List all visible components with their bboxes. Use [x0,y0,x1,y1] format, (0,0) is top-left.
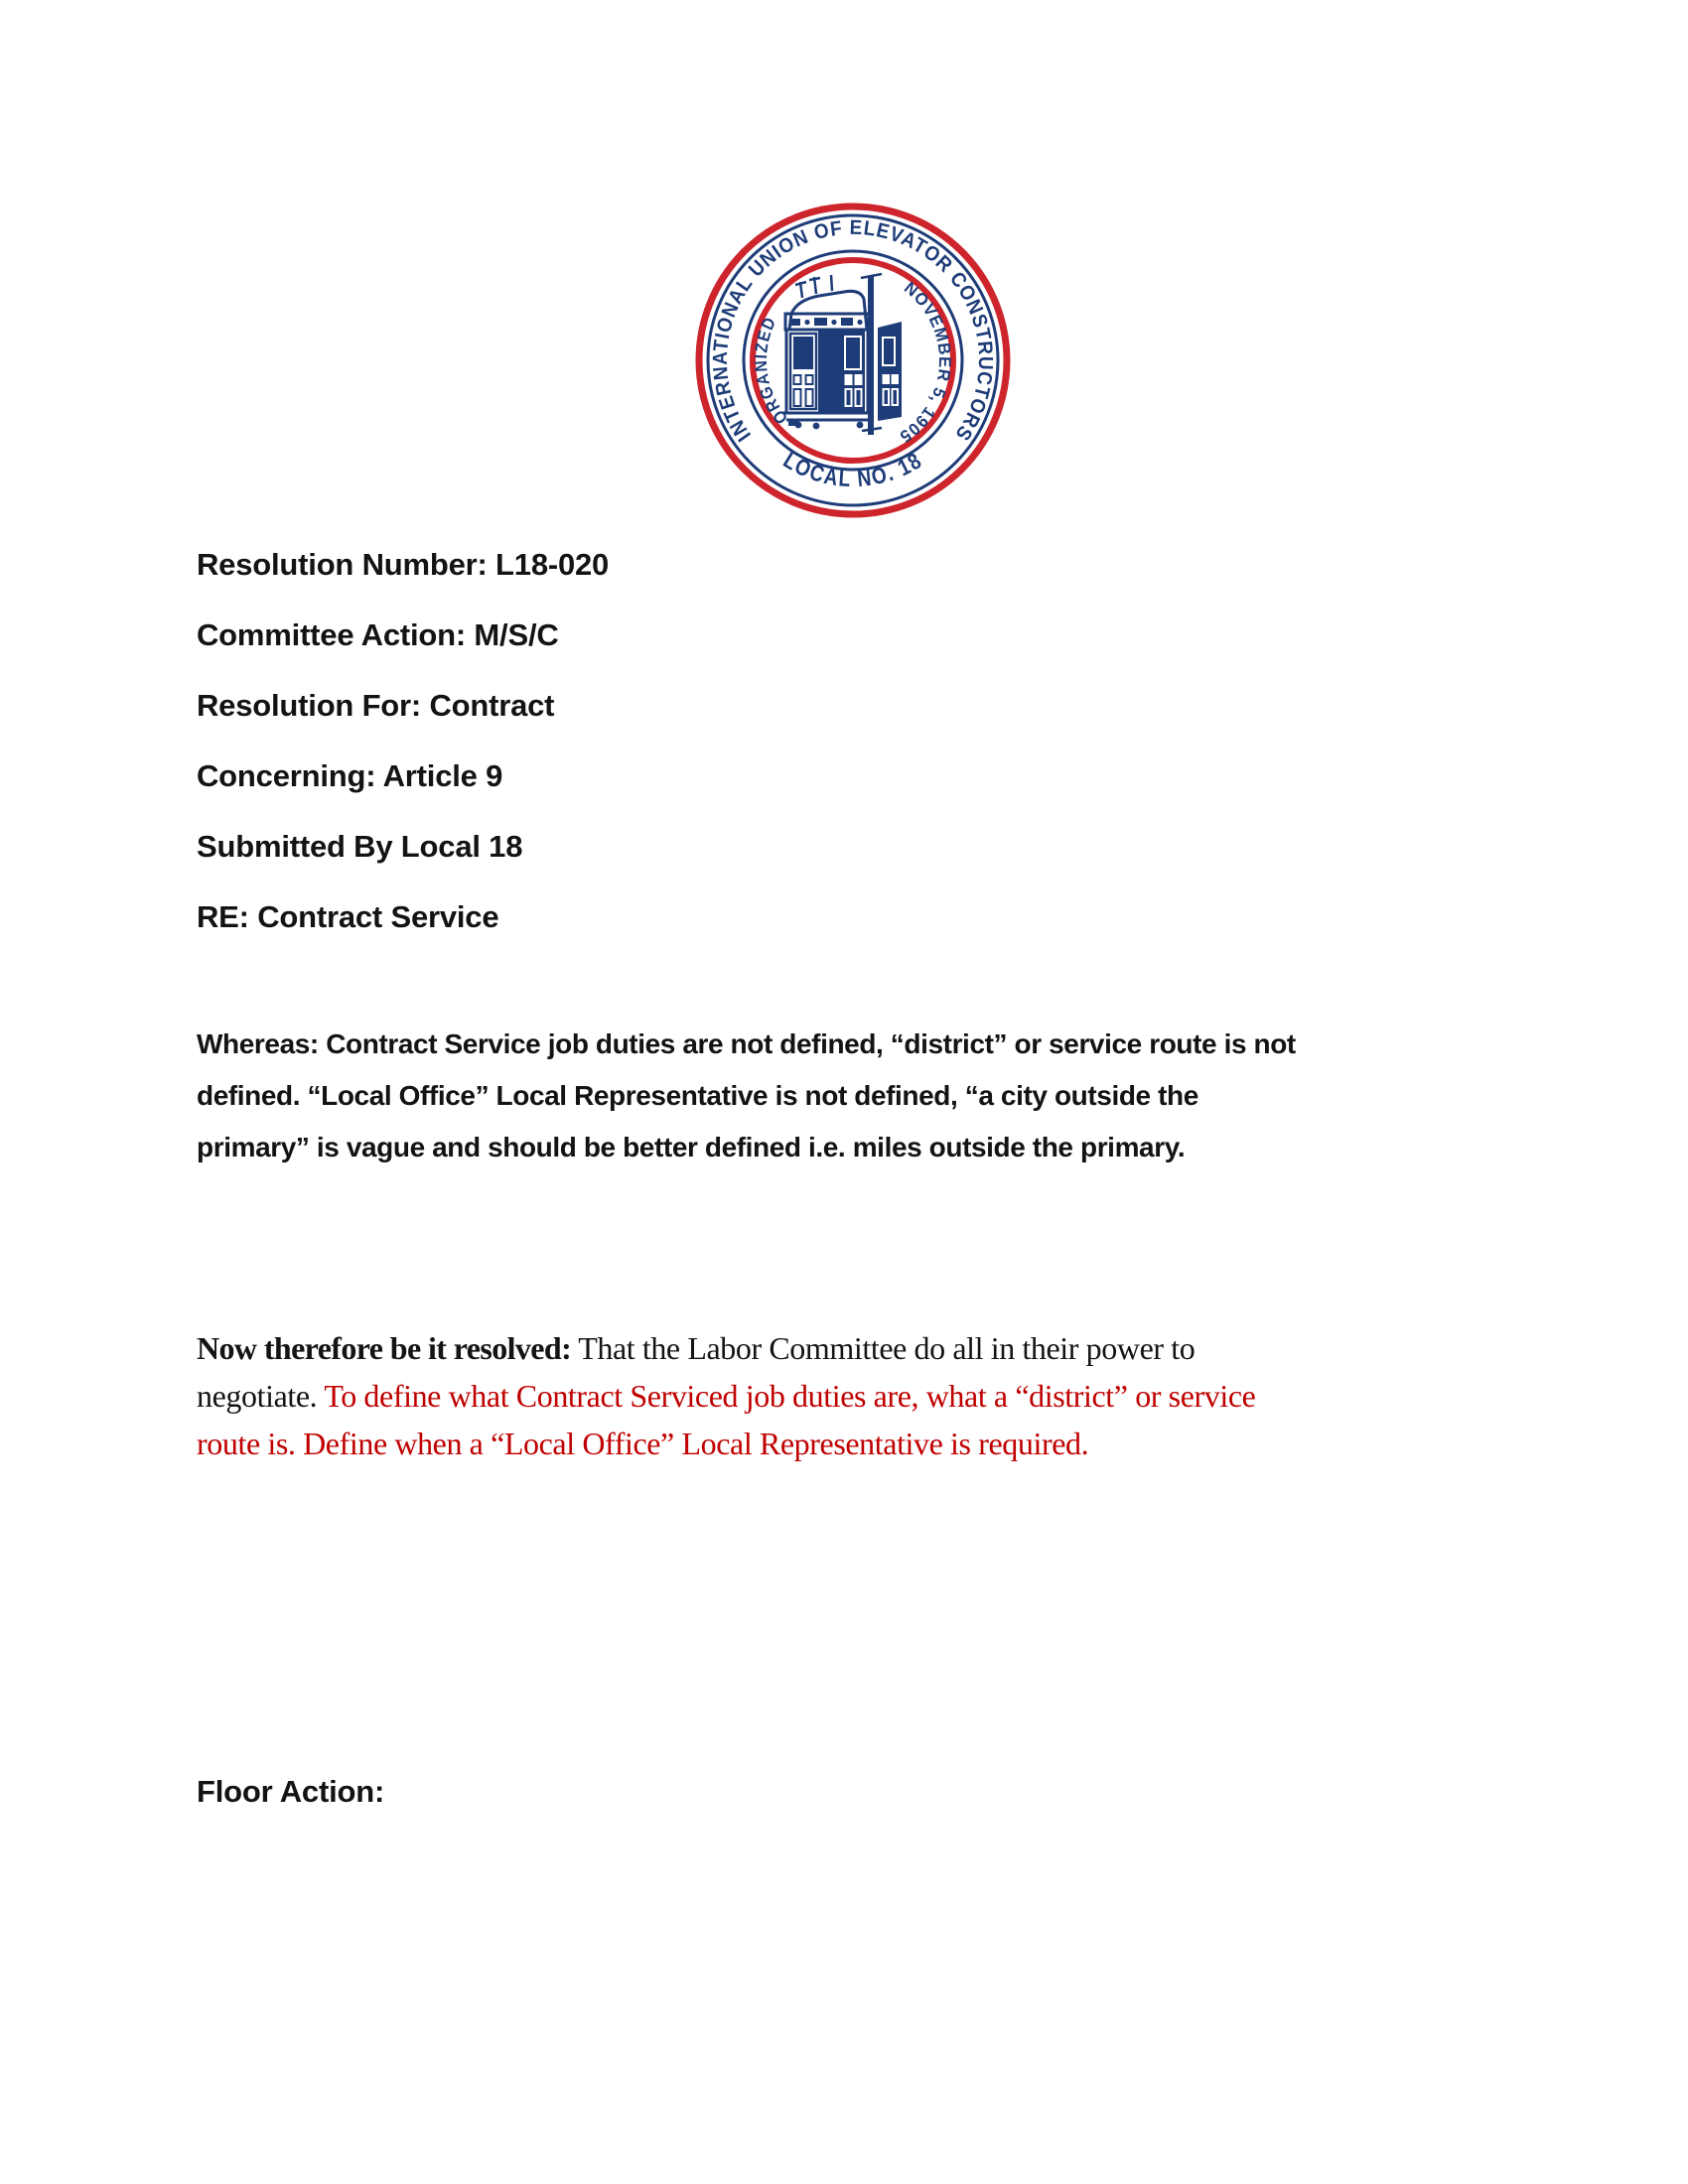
whereas-line: Whereas: Contract Service job duties are not defined, “district” or service route is not [197,1028,1296,1059]
field-resolution-for: Resolution For: Contract [197,688,555,723]
resolved-line1-rest: That the Labor Committee do all in their power to [571,1330,1196,1366]
resolved-line: route is. Define when a “Local Office” Local Representative is required. [197,1426,1089,1461]
resolved-line [197,1372,1255,1420]
field-re-subject: RE: Contract Service [197,899,499,934]
seal-ring-text-bottom: LOCAL NO. 18 [778,445,929,492]
seal-date-text: NOVEMBER 5, 1905 [895,278,955,447]
field-submitted-by: Submitted By Local 18 [197,829,523,864]
seal-graphic [693,201,1013,520]
whereas-line: primary” is vague and should be better defined i.e. miles outside the primary. [197,1132,1186,1162]
iuec-local18-seal [693,201,1013,520]
field-concerning: Concerning: Article 9 [197,758,503,793]
field-committee-action: Committee Action: M/S/C [197,617,559,652]
resolved-paragraph [197,1324,1255,1467]
field-resolution-number: Resolution Number: L18-020 [197,547,610,582]
resolved-line2-black: negotiate. [197,1378,325,1414]
resolved-line [197,1324,1255,1372]
resolved-line2-red: To define what Contract Serviced job duties are, what a “district” or service [324,1378,1256,1414]
seal-ring-text-top: INTERNATIONAL UNION OF ELEVATOR CONSTRUCTORS [708,215,998,447]
floor-action-label: Floor Action: [197,1774,385,1809]
whereas-line: defined. “Local Office” Local Representative is not defined, “a city outside the [197,1080,1198,1111]
seal-organized-text: ORGANIZED [750,312,792,429]
resolved-lead-bold: Now therefore be it resolved: [197,1330,572,1366]
whereas-paragraph [197,1019,1296,1173]
